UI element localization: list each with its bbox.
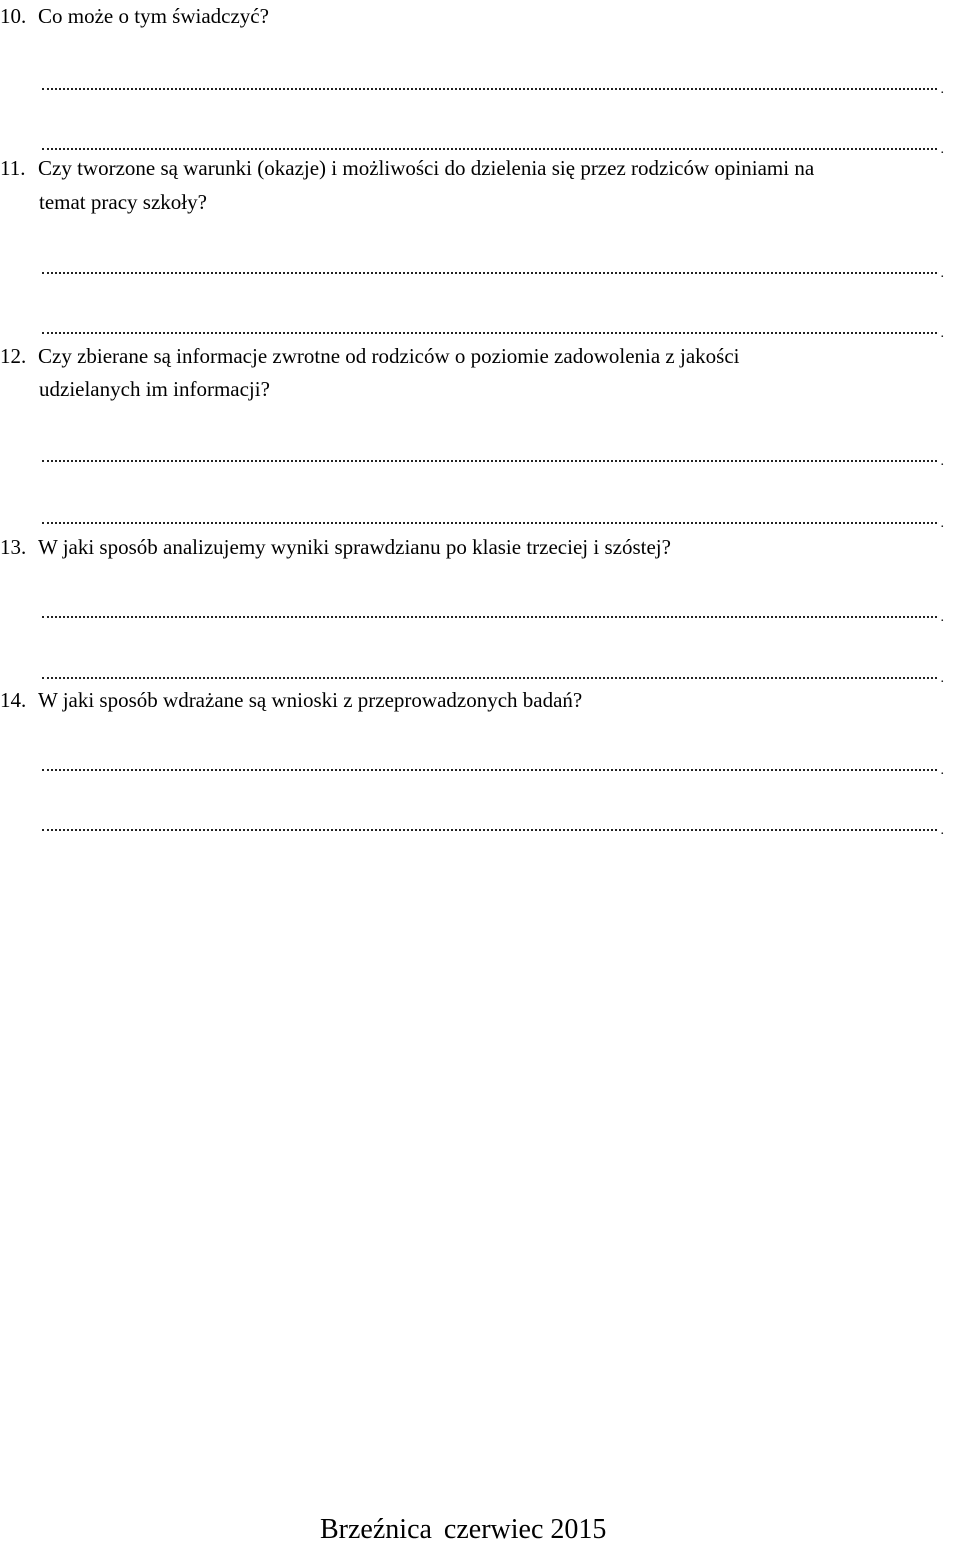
question-number: 10. — [0, 4, 27, 28]
question-text-continued: udzielanych im informacji? — [39, 377, 270, 401]
answer-line[interactable] — [42, 328, 937, 334]
answer-line[interactable] — [42, 84, 937, 90]
answer-line[interactable] — [42, 765, 937, 771]
answer-line[interactable] — [42, 612, 937, 618]
question-number: 12. — [0, 344, 27, 368]
footer — [320, 1510, 606, 1550]
answer-line[interactable] — [42, 518, 937, 524]
question-number: 14. — [0, 688, 27, 712]
question-text: W jaki sposób analizujemy wyniki sprawdzianu po klasie trzeciej i szóstej? — [38, 535, 671, 559]
question-11 — [0, 152, 814, 184]
question-number: 11. — [0, 156, 26, 180]
answer-line[interactable] — [42, 144, 937, 150]
question-text: Czy zbierane są informacje zwrotne od rodziców o poziomie zadowolenia z jakości — [38, 344, 740, 368]
question-text: Co może o tym świadczyć? — [38, 4, 269, 28]
footer-date: czerwiec 2015 — [443, 1514, 607, 1545]
question-text: Czy tworzone są warunki (okazje) i możliwości do dzielenia się przez rodziców opiniami na — [38, 156, 815, 180]
answer-line[interactable] — [42, 456, 937, 462]
question-text-continued: temat pracy szkoły? — [39, 190, 207, 214]
question-13 — [0, 531, 671, 563]
question-10 — [0, 0, 269, 32]
answer-line[interactable] — [42, 268, 937, 274]
footer-place: Brzeźnica — [320, 1514, 432, 1545]
question-number: 13. — [0, 535, 27, 559]
answer-line[interactable] — [42, 825, 937, 831]
question-14 — [0, 684, 582, 716]
question-text: W jaki sposób wdrażane są wnioski z przeprowadzonych badań? — [38, 688, 583, 712]
answer-line[interactable] — [42, 673, 937, 679]
question-12 — [0, 340, 739, 372]
